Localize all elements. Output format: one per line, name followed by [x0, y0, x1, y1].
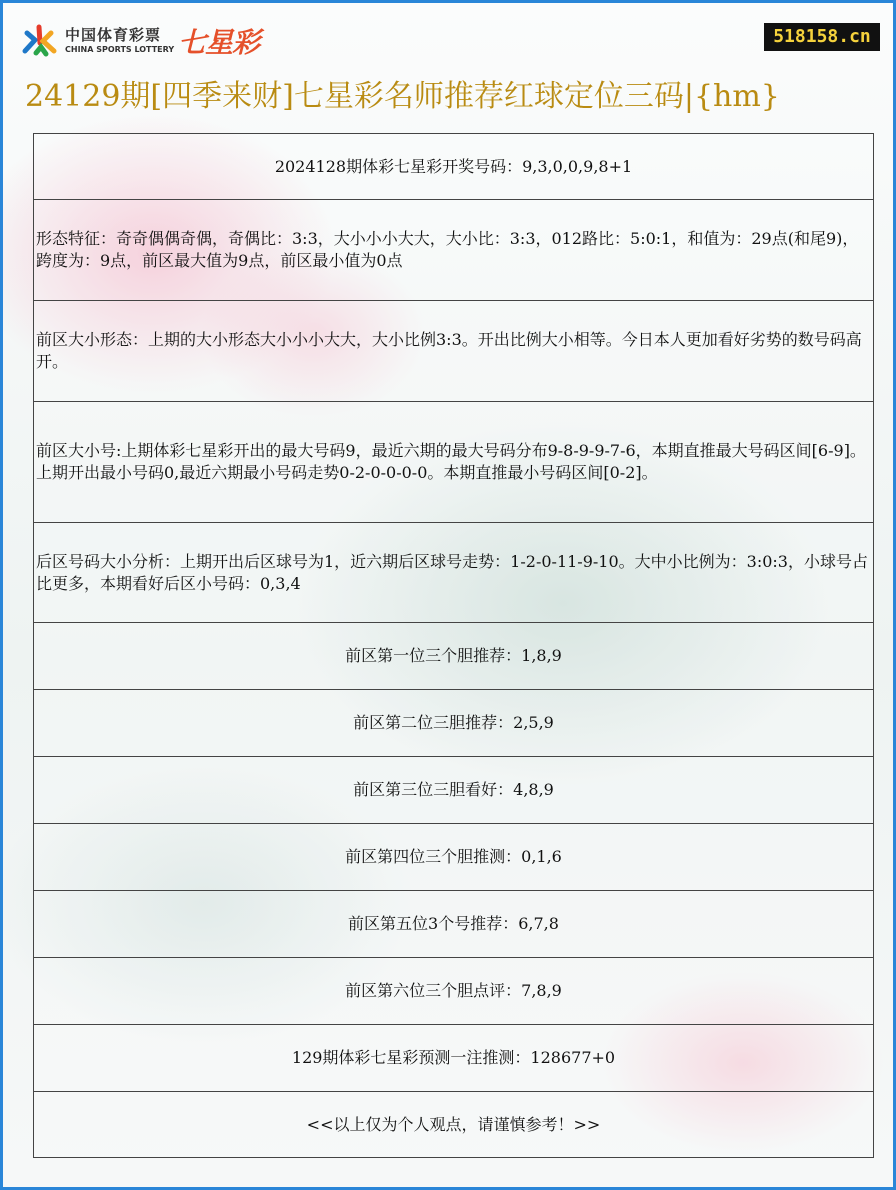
table-row — [34, 200, 874, 301]
disclaimer-cell: <<以上仅为个人观点，请谨慎参考！>> — [34, 1092, 874, 1158]
table-row — [34, 690, 874, 757]
pattern-features-cell: 形态特征：奇奇偶偶奇偶，奇偶比：3:3，大小小小大大，大小比：3:3，012路比：5:0:1，和值为：29点(和尾9)，跨度为：9点，前区最大值为9点，前区最小值为0点 — [34, 200, 874, 301]
position-5-pick-cell: 前区第五位3个号推荐：6,7,8 — [34, 891, 874, 958]
site-badge[interactable]: 518158.cn — [764, 23, 880, 51]
prediction-table — [33, 133, 874, 1158]
table-row — [34, 891, 874, 958]
logo-text — [65, 27, 174, 56]
draw-result-cell: 2024128期体彩七星彩开奖号码：9,3,0,0,9,8+1 — [34, 134, 874, 200]
sports-lottery-star-logo-icon — [21, 23, 59, 59]
position-2-pick-cell: 前区第二位三胆推荐：2,5,9 — [34, 690, 874, 757]
sports-lottery-logo — [21, 23, 259, 59]
single-bet-prediction-cell: 129期体彩七星彩预测一注推测：128677+0 — [34, 1025, 874, 1092]
page-title: 24129期[四季来财]七星彩名师推荐红球定位三码|{hm} — [25, 79, 780, 114]
position-1-pick-cell: 前区第一位三个胆推荐：1,8,9 — [34, 623, 874, 690]
position-4-pick-cell: 前区第四位三个胆推测：0,1,6 — [34, 824, 874, 891]
logo-org-en: CHINA SPORTS LOTTERY — [65, 44, 175, 54]
back-zone-analysis-cell: 后区号码大小分析：上期开出后区球号为1，近六期后区球号走势：1-2-0-11-9-10。大中小比例为：3:0:3，小球号占比更多，本期看好后区小号码：0,3,4 — [34, 523, 874, 623]
table-row — [34, 757, 874, 824]
table-row — [34, 134, 874, 200]
table-row — [34, 301, 874, 402]
logo-brand: 七星彩 — [178, 26, 260, 59]
logo-org-cn: 中国体育彩票 — [65, 25, 162, 44]
table-row — [34, 523, 874, 623]
table-row — [34, 402, 874, 523]
front-size-pattern-cell: 前区大小形态：上期的大小形态大小小小大大，大小比例3:3。开出比例大小相等。今日本人更加看好劣势的数号码高开。 — [34, 301, 874, 402]
table-row — [34, 824, 874, 891]
table-row — [34, 1092, 874, 1158]
table-row — [34, 1025, 874, 1092]
position-6-pick-cell: 前区第六位三个胆点评：7,8,9 — [34, 958, 874, 1025]
position-3-pick-cell: 前区第三位三胆看好：4,8,9 — [34, 757, 874, 824]
table-row — [34, 623, 874, 690]
table-row — [34, 958, 874, 1025]
front-size-number-cell: 前区大小号:上期体彩七星彩开出的最大号码9，最近六期的最大号码分布9-8-9-9-7-6，本期直推最大号码区间[6-9]。上期开出最小号码0,最近六期最小号码走势0-2-0-0-0-0。本期直推最小号码区间[0-2]。 — [34, 402, 874, 523]
